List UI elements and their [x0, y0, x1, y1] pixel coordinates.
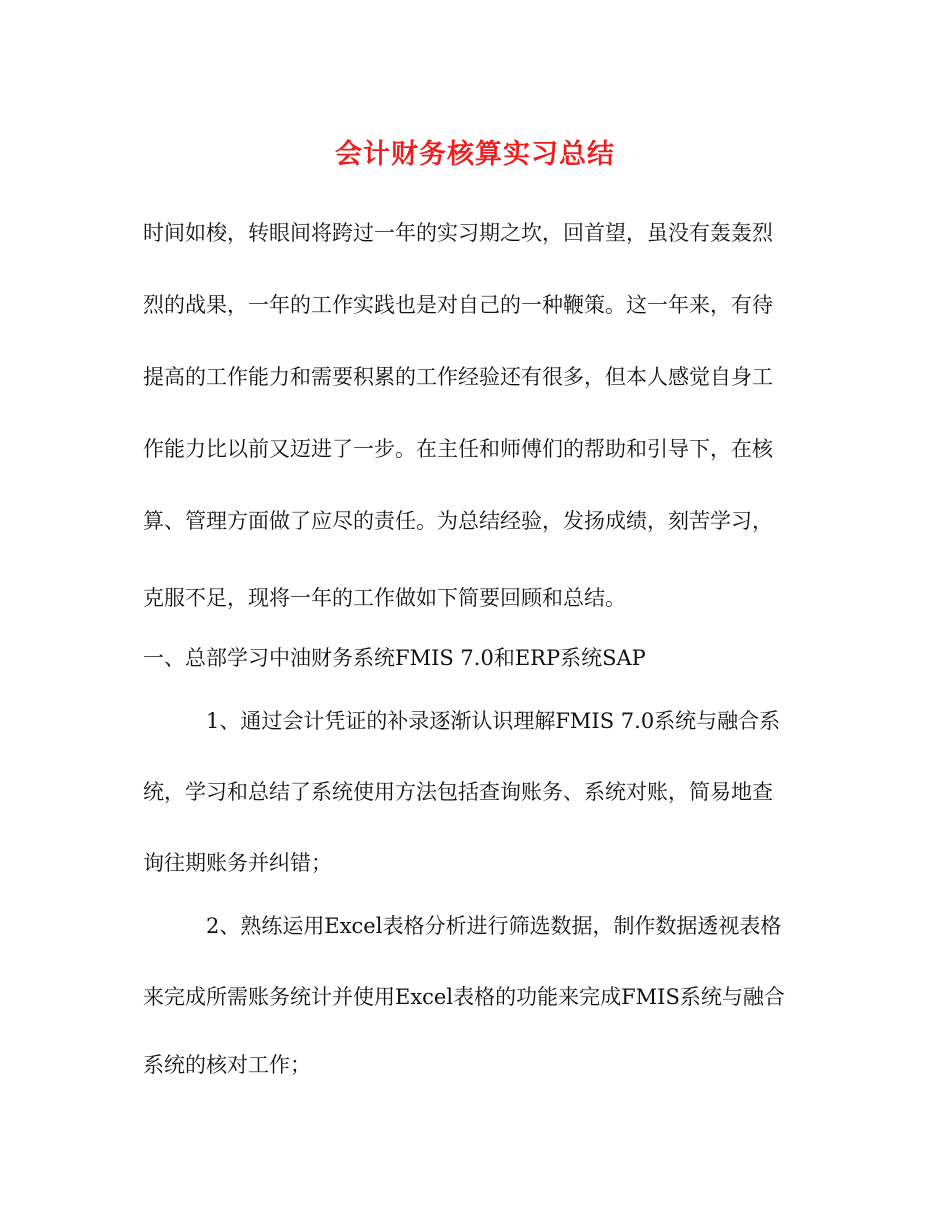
paragraph-line: 烈的战果，一年的工作实践也是对自己的一种鞭策。这一年来，有待: [143, 293, 773, 317]
paragraph-line: 时间如梭，转眼间将跨过一年的实习期之坎，回首望，虽没有轰轰烈: [143, 221, 773, 245]
paragraph-line: 作能力比以前又迈进了一步。在主任和师傅们的帮助和引导下，在核: [143, 437, 773, 461]
paragraph-line: 克服不足，现将一年的工作做如下简要回顾和总结。: [143, 586, 626, 610]
section-heading: 一、总部学习中油财务系统FMIS 7.0和ERP系统SAP: [143, 646, 646, 670]
list-item-line: 1、通过会计凭证的补录逐渐认识理解FMIS 7.0系统与融合系: [206, 709, 781, 733]
list-item-line: 询往期账务并纠错；: [143, 851, 332, 875]
list-item-line: 系统的核对工作；: [143, 1053, 311, 1077]
list-item-line: 统，学习和总结了系统使用方法包括查询账务、系统对账，简易地查: [143, 780, 773, 804]
paragraph-line: 算、管理方面做了应尽的责任。为总结经验，发扬成绩，刻苦学习，: [143, 509, 773, 533]
list-item-line: 2、熟练运用Excel表格分析进行筛选数据，制作数据透视表格: [206, 914, 782, 938]
document-title: 会计财务核算实习总结: [335, 139, 615, 170]
list-item-line: 来完成所需账务统计并使用Excel表格的功能来完成FMIS系统与融合: [143, 985, 785, 1009]
paragraph-line: 提高的工作能力和需要积累的工作经验还有很多，但本人感觉自身工: [143, 365, 773, 389]
